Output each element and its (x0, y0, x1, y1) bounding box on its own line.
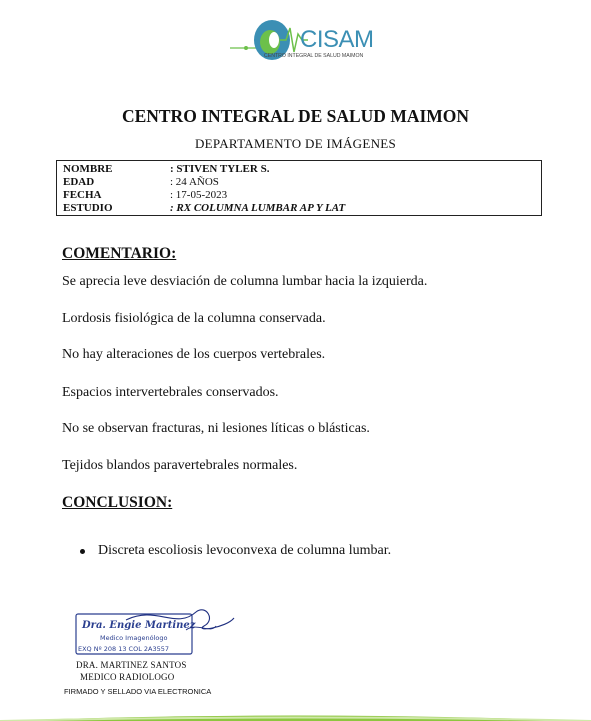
stamp-specialty: Medico Imagenólogo (100, 634, 168, 642)
signer-title: MEDICO RADIOLOGO (80, 672, 175, 682)
bullet-icon (80, 549, 85, 554)
stamp-name: Dra. Engie Martinez (82, 620, 196, 631)
signature-note: FIRMADO Y SELLADO VIA ELECTRONICA (64, 687, 212, 696)
document-title: CENTRO INTEGRAL DE SALUD MAIMON (121, 106, 470, 126)
info-value: : STIVEN TYLER S. (170, 163, 270, 175)
patient-info-box (56, 160, 542, 216)
info-label: FECHA (63, 189, 102, 201)
comment-line: No hay alteraciones de los cuerpos vertebrales. (62, 347, 326, 362)
info-value: : RX COLUMNA LUMBAR AP Y LAT (170, 202, 346, 214)
comment-line: Lordosis fisiológica de la columna conservada. (62, 311, 326, 326)
stamp-registration: EXQ Nº 208 13 COL 2A3557 (78, 645, 170, 653)
logo-text: CISAM (300, 26, 374, 53)
info-label: NOMBRE (63, 163, 113, 175)
comentario-heading: COMENTARIO: (62, 245, 177, 262)
footer-decoration (0, 702, 591, 721)
info-label: ESTUDIO (63, 202, 113, 214)
info-value: : 17-05-2023 (170, 189, 228, 201)
comment-line: Espacios intervertebrales conservados. (62, 385, 279, 400)
document-subtitle: DEPARTAMENTO DE IMÁGENES (194, 136, 397, 151)
comment-line: Tejidos blandos paravertebrales normales. (62, 458, 298, 473)
signer-name: DRA. MARTINEZ SANTOS (76, 660, 187, 670)
conclusion-item: Discreta escoliosis levoconvexa de columna lumbar. (98, 543, 392, 558)
doctor-stamp (66, 600, 246, 662)
comment-line: No se observan fracturas, ni lesiones líticas o blásticas. (62, 421, 370, 436)
info-value: : 24 AÑOS (170, 176, 219, 188)
info-label: EDAD (63, 176, 95, 188)
logo-subtitle: CENTRO INTEGRAL DE SALUD MAIMON (264, 53, 364, 59)
conclusion-heading: CONCLUSION: (62, 494, 173, 511)
comment-line: Se aprecia leve desviación de columna lumbar hacia la izquierda. (62, 274, 428, 289)
